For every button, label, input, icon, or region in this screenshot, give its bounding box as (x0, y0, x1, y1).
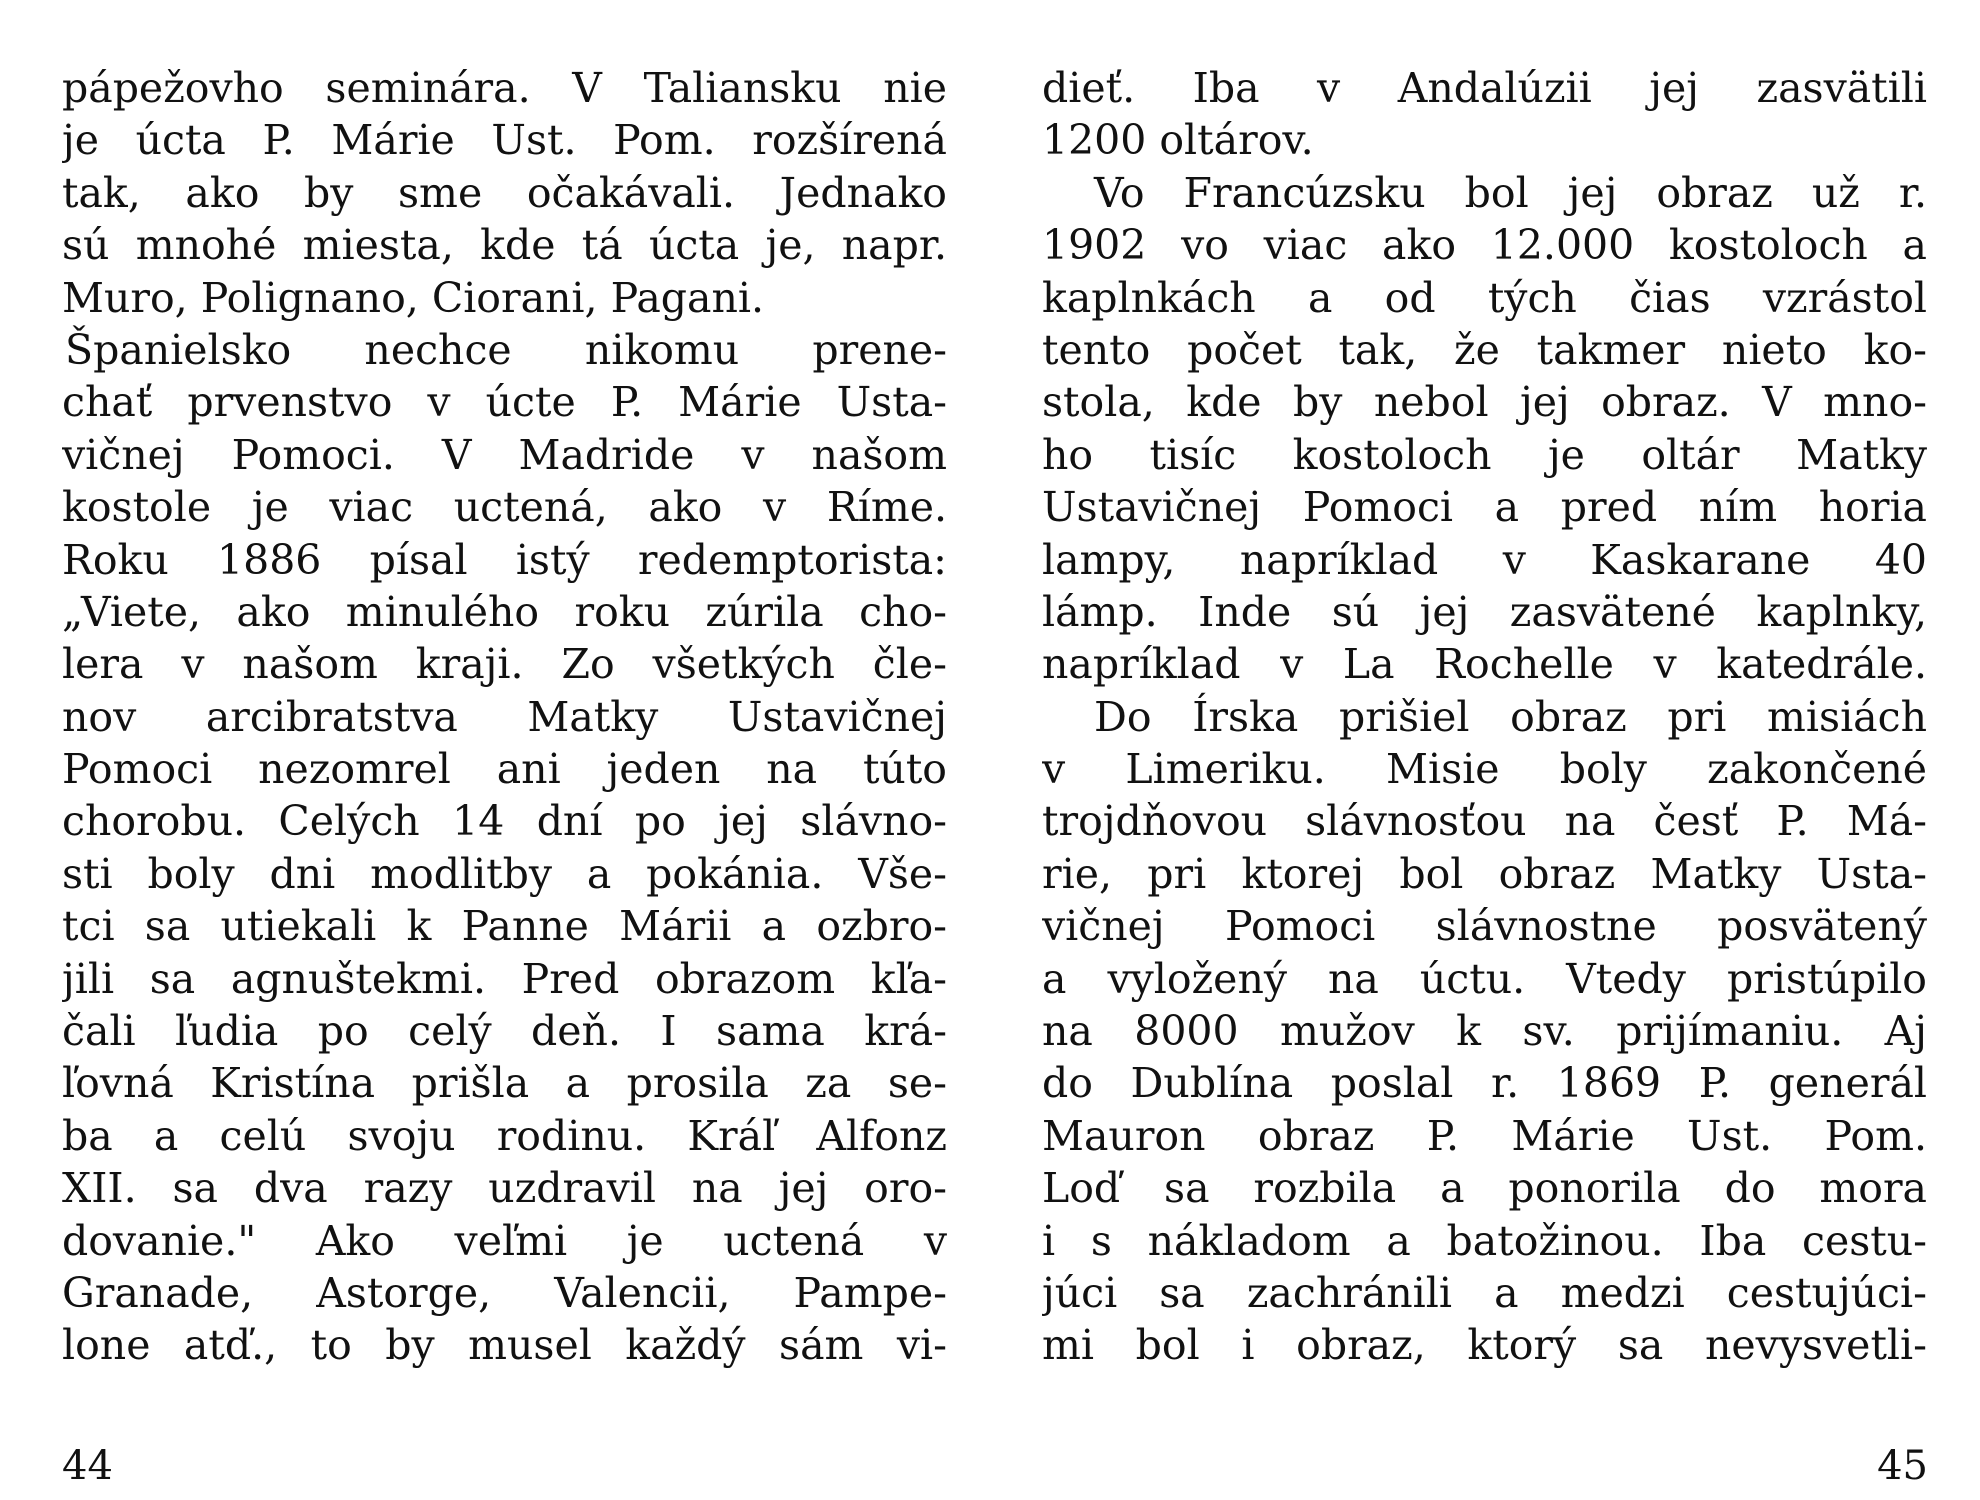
text-line: chorobu. Celých 14 dní po jej slávno- (62, 797, 947, 846)
text-line: ľovná Kristína prišla a prosila za se- (62, 1059, 947, 1108)
text-line: lámp. Inde sú jej zasvätené kaplnky, (1042, 587, 1927, 636)
text-line: ba a celú svoju rodinu. Kráľ Alfonz (62, 1111, 947, 1160)
text-line: júci sa zachránili a medzi cestujúci- (1042, 1268, 1927, 1317)
text-line: rie, pri ktorej bol obraz Matky Usta- (1042, 849, 1927, 898)
text-line: Španielsko nechce nikomu prene- (65, 325, 947, 374)
text-line: dovanie." Ako veľmi je uctená v (62, 1216, 947, 1265)
text-line: tci sa utiekali k Panne Márii a ozbro- (62, 902, 947, 951)
text-line: a vyložený na úctu. Vtedy pristúpilo (1042, 954, 1927, 1003)
text-line: chať prvenstvo v úcte P. Márie Usta- (62, 378, 947, 427)
text-line: Roku 1886 písal istý redemptorista: (62, 535, 947, 584)
text-line: Mauron obraz P. Márie Ust. Pom. (1042, 1111, 1927, 1160)
text-line: kostole je viac uctená, ako v Ríme. (62, 483, 947, 532)
text-line: vičnej Pomoci. V Madride v našom (62, 430, 947, 479)
page-number: 45 (1877, 1443, 1928, 1489)
text-line: nov arcibratstva Matky Ustavičnej (62, 692, 947, 741)
text-line: lera v našom kraji. Zo všetkých čle- (62, 640, 947, 689)
text-line: Granade, Astorge, Valencii, Pampe- (62, 1268, 947, 1317)
text-line: mi bol i obraz, ktorý sa nevysvetli- (1042, 1321, 1927, 1370)
text-line: jili sa agnuštekmi. Pred obrazom kľa- (62, 954, 947, 1003)
text-line: do Dublína poslal r. 1869 P. generál (1042, 1059, 1927, 1108)
text-line: vičnej Pomoci slávnostne posvätený (1042, 902, 1927, 951)
text-line: trojdňovou slávnosťou na česť P. Má- (1042, 797, 1927, 846)
text-line: na 8000 mužov k sv. prijímaniu. Aj (1042, 1007, 1927, 1056)
text-line: pápežovho seminára. V Taliansku nie (62, 64, 947, 112)
text-line: lampy, napríklad v Kaskarane 40 (1042, 535, 1927, 584)
text-line: „Viete, ako minulého roku zúrila cho- (62, 587, 947, 636)
right-page (990, 0, 1980, 1500)
text-line: Loď sa rozbila a ponorila do mora (1042, 1164, 1927, 1213)
text-line: v Limeriku. Misie boly zakončené (1042, 745, 1927, 794)
text-line: lone atď., to by musel každý sám vi- (62, 1321, 947, 1370)
text-line: Pomoci nezomrel ani jeden na túto (62, 745, 947, 794)
text-line: sú mnohé miesta, kde tá úcta je, napr. (62, 221, 947, 270)
left-page-text (62, 62, 947, 1372)
text-line: tento počet tak, že takmer nieto ko- (1042, 325, 1927, 374)
right-page-text (1042, 62, 1927, 1372)
text-line: 1902 vo viac ako 12.000 kostoloch a (1042, 221, 1927, 270)
text-line: Ustavičnej Pomoci a pred ním horia (1042, 483, 1927, 532)
text-line: XII. sa dva razy uzdravil na jej oro- (62, 1164, 947, 1213)
text-line: čali ľudia po celý deň. I sama krá- (62, 1007, 947, 1056)
text-line: Do Írska prišiel obraz pri misiách (1094, 692, 1927, 741)
text-line: ho tisíc kostoloch je oltár Matky (1042, 430, 1927, 479)
text-line: Muro, Polignano, Ciorani, Pagani. (62, 273, 765, 322)
page-number: 44 (62, 1443, 113, 1489)
text-line: tak, ako by sme očakávali. Jednako (62, 168, 947, 217)
text-line: Vo Francúzsku bol jej obraz už r. (1094, 168, 1927, 217)
text-line: napríklad v La Rochelle v katedrále. (1042, 640, 1927, 689)
text-line: sti boly dni modlitby a pokánia. Vše- (62, 849, 947, 898)
text-line: i s nákladom a batožinou. Iba cestu- (1042, 1216, 1927, 1265)
text-line: stola, kde by nebol jej obraz. V mno- (1042, 378, 1927, 427)
text-line: kaplnkách a od tých čias vzrástol (1042, 273, 1927, 322)
text-line: 1200 oltárov. (1042, 116, 1314, 165)
text-line: dieť. Iba v Andalúzii jej zasvätili (1042, 64, 1927, 112)
text-line: je úcta P. Márie Ust. Pom. rozšírená (62, 116, 947, 165)
